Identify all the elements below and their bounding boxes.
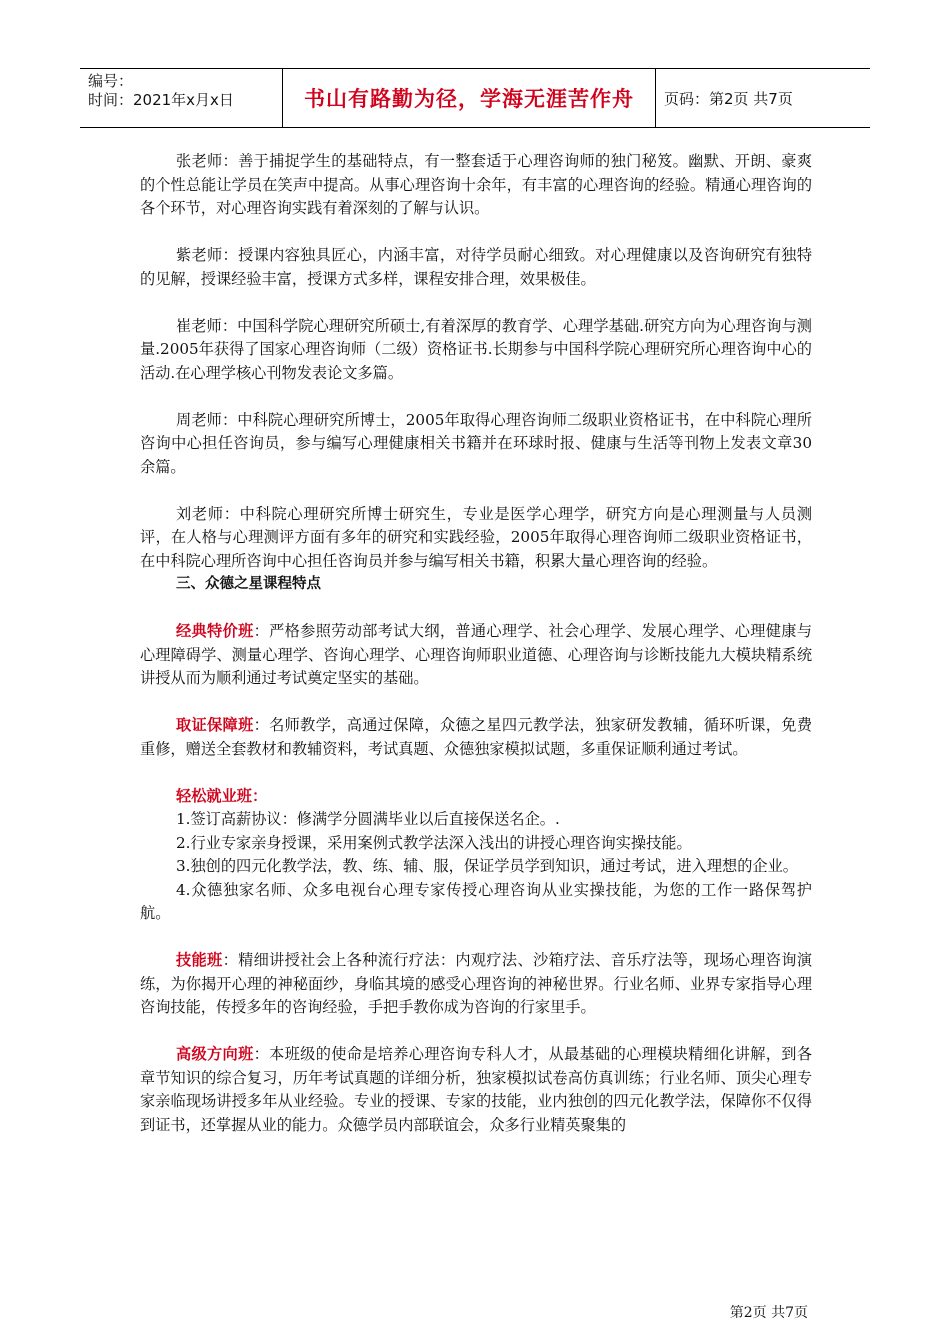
job-item: 4.众德独家名师、众多电视台心理专家传授心理咨询从业实操技能，为您的工作一路保驾护航。 xyxy=(140,880,812,922)
job-item: 1.签订高薪协议：修满学分圆满毕业以后直接保送名企。. xyxy=(176,810,560,828)
page-header xyxy=(80,68,870,128)
course-skill-text: ：精细讲授社会上各种流行疗法：内观疗法、沙箱疗法、音乐疗法等，现场心理咨询演练，为你揭开心理的神秘面纱，身临其境的感受心理咨询的神秘世界。行业名师、业界专家指导心理咨询技能，传授多年的咨询经验，手把手教你成为咨询的行家里手。 xyxy=(140,951,813,1016)
teacher-zhang: 张老师：善于捕捉学生的基础特点，有一整套适于心理咨询师的独门秘笈。幽默、开朗、豪爽的个性总能让学员在笑声中提高。从事心理咨询十余年，有丰富的心理咨询的经验。精通心理咨询的各个环节，对心理咨询实践有着深刻的了解与认识。 xyxy=(140,152,812,217)
page-footer xyxy=(730,1302,808,1322)
course-skill-label: 技能班 xyxy=(176,951,223,969)
job-item: 2.行业专家亲身授课，采用案例式教学法深入浅出的讲授心理咨询实操技能。 xyxy=(176,833,692,852)
teacher-zi: 紫老师：授课内容独具匠心，内涵丰富，对待学员耐心细致。对心理健康以及咨询研究有独特的见解，授课经验丰富，授课方式多样，课程安排合理，效果极佳。 xyxy=(140,246,812,288)
course-skill xyxy=(140,949,812,1020)
teacher-liu: 刘老师：中科院心理研究所博士研究生，专业是医学心理学，研究方向是心理测量与人员测评，在人格与心理测评方面有多年的研究和实践经验，2005年取得心理咨询师二级职业资格证书，在中科院心理所咨询中心担任咨询员并参与编写相关书籍，积累大量心理咨询的经验。 xyxy=(140,504,812,570)
section-title: 三、众德之星课程特点 xyxy=(176,576,321,592)
course-job xyxy=(140,785,812,809)
date-label: 时间：2021年x月x日 xyxy=(88,91,234,109)
header-meta xyxy=(80,69,282,127)
serial-label: 编号： xyxy=(88,72,134,90)
course-cert-text: ：名师教学，高通过保障，众德之星四元教学法，独家研发教辅，循环听课，免费重修，赠送全套教材和教辅资料，考试真题、众德独家模拟试题，多重保证顺利通过考试。 xyxy=(140,716,813,758)
course-classic-text: ：严格参照劳动部考试大纲，普通心理学、社会心理学、发展心理学、心理健康与心理障碍学、测量心理学、咨询心理学、心理咨询师职业道德、心理咨询与诊断技能九大模块精系统讲授从而为顺利通过考试奠定坚实的基础。 xyxy=(140,622,813,687)
course-advanced-text: ：本班级的使命是培养心理咨询专科人才，从最基础的心理模块精细化讲解，到各章节知识的综合复习，历年考试真题的详细分析，独家模拟试卷高仿真训练；行业名师、顶尖心理专家亲临现场讲授多年从业经验。专业的授课、专家的技能，业内独创的四元化教学法，保障你不仅得到证书，还掌握从业的能力。众德学员内部联谊会，众多行业精英聚集的 xyxy=(140,1045,813,1134)
course-classic-label: 经典特价班 xyxy=(176,622,254,640)
course-advanced-label: 高级方向班 xyxy=(176,1045,254,1063)
job-item: 3.独创的四元化教学法，教、练、辅、服，保证学员学到知识，通过考试，进入理想的企业。 xyxy=(176,857,798,875)
teacher-zhou: 周老师：中科院心理研究所博士，2005年取得心理咨询师二级职业资格证书，在中科院心理所咨询中心担任咨询员，参与编写心理健康相关书籍并在环球时报、健康与生活等刊物上发表文章30余篇。 xyxy=(140,410,812,476)
header-page-cell xyxy=(656,69,870,127)
course-classic xyxy=(140,620,812,691)
course-advanced xyxy=(140,1043,812,1137)
document-body xyxy=(140,150,812,1137)
course-cert-label: 取证保障班 xyxy=(176,716,254,734)
course-job-label: 轻松就业班 xyxy=(176,786,252,805)
footer-page-number: 第2页 共7页 xyxy=(729,1305,808,1321)
header-page-label: 页码：第2页 共7页 xyxy=(664,89,793,108)
course-job-label-suffix: ： xyxy=(251,786,268,805)
header-motto-cell xyxy=(282,69,656,127)
header-motto: 书山有路勤为径，学海无涯苦作舟 xyxy=(304,87,634,111)
course-cert xyxy=(140,714,812,761)
teacher-cui: 崔老师：中国科学院心理研究所硕士,有着深厚的教育学、心理学基础.研究方向为心理咨询与测量.2005年获得了国家心理咨询师（二级）资格证书.长期参与中国科学院心理研究所心理咨询中心的活动.在心理学核心刊物发表论文多篇。 xyxy=(140,316,812,382)
